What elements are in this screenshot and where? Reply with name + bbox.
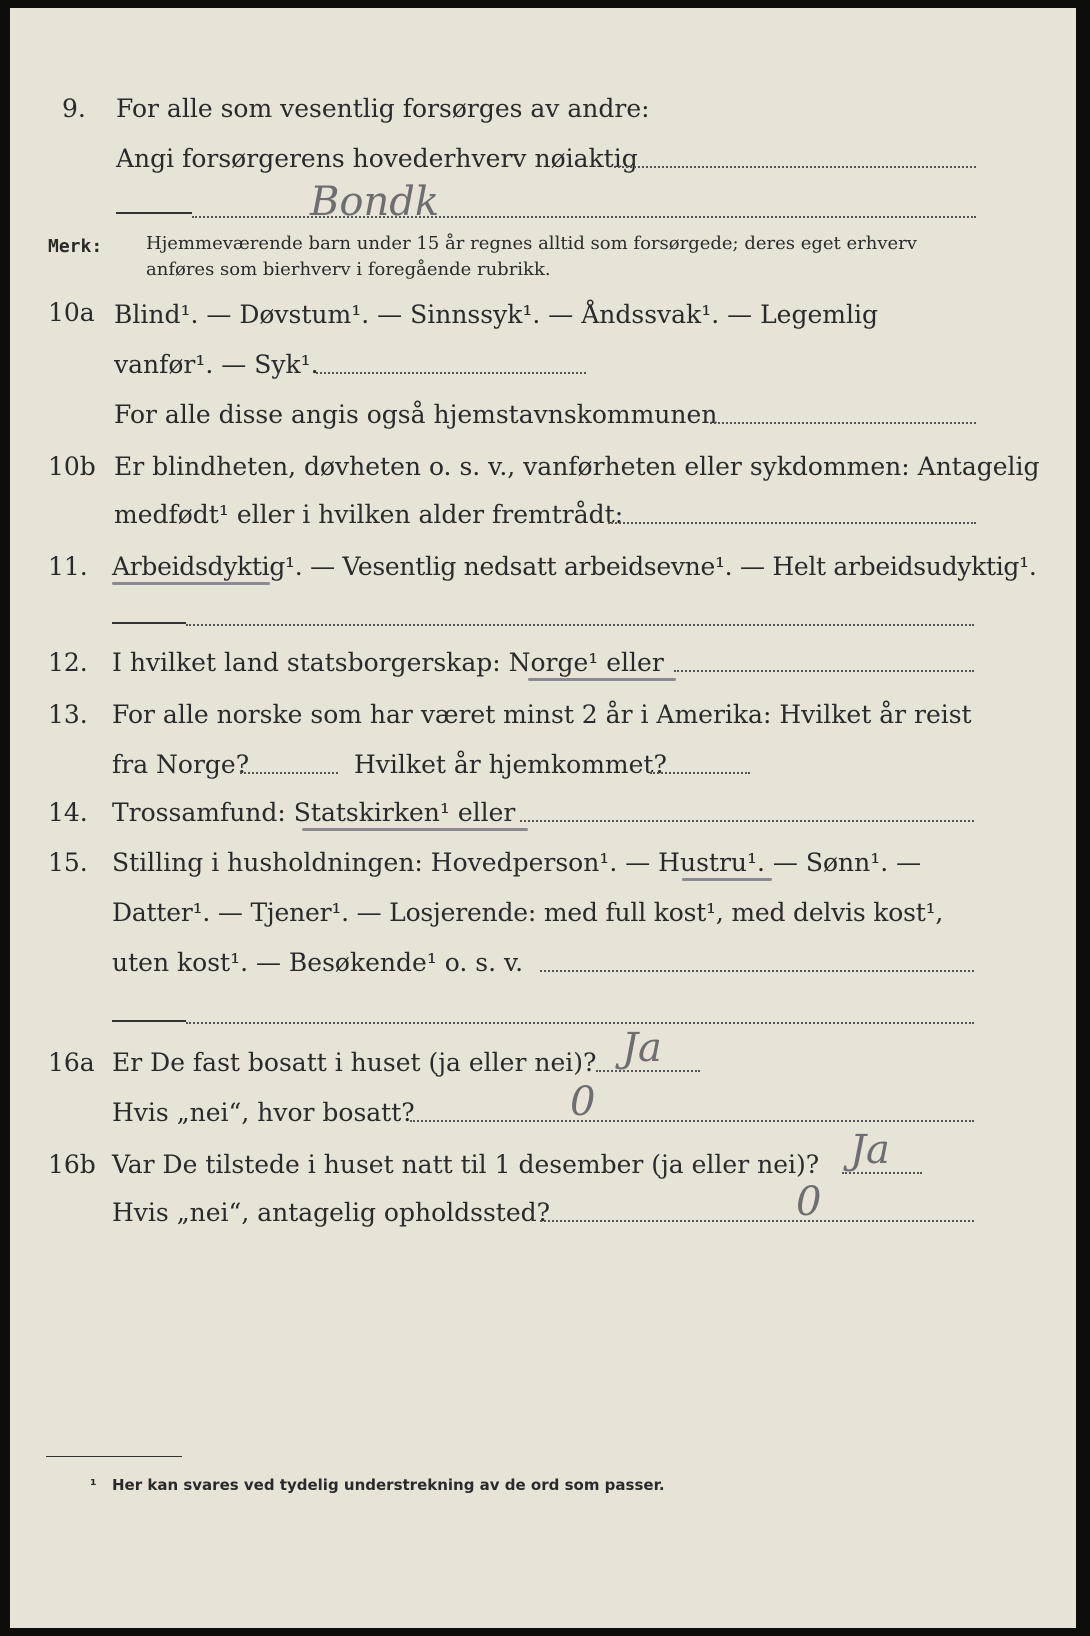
q12-fill-line [674, 670, 974, 672]
footnote-mark: ¹ [90, 1476, 97, 1494]
q9-line1: For alle som vesentlig forsørges av andre: [116, 94, 650, 123]
item-number-10a: 10a [48, 298, 95, 327]
q16a-handwritten-answer: Ja [622, 1025, 662, 1071]
q16a-line2: Hvis „nei“, hvor bosatt? [112, 1098, 415, 1127]
item-number-14: 14. [48, 798, 88, 827]
q9-answer-line [192, 216, 976, 218]
q10b-line1: Er blindheten, døvheten o. s. v., vanførheten eller sykdommen: Antagelig [114, 452, 1040, 481]
q16b-handwritten-zero: 0 [796, 1179, 822, 1225]
item-number-16b: 16b [48, 1150, 96, 1179]
q9-handwritten-answer: Bondk [310, 179, 440, 225]
q9-line2: Angi forsørgerens hovederhverv nøiaktig [116, 144, 638, 173]
q10b-fill-line [608, 522, 976, 524]
q10a-line1: Blind¹. — Døvstum¹. — Sinnssyk¹. — Åndssvak¹. — Legemlig [114, 300, 878, 329]
q10a-fill-line [316, 372, 586, 374]
item-number-12: 12. [48, 648, 88, 677]
q14-pen-underline [302, 828, 528, 831]
q15-answer-rule-start [112, 1020, 186, 1022]
q11-line1: Arbeidsdyktig¹. — Vesentlig nedsatt arbeidsevne¹. — Helt arbeidsudyktig¹. [112, 552, 1037, 581]
q16b-line2: Hvis „nei“, antagelig opholdssted? [112, 1198, 551, 1227]
q15-line3: uten kost¹. — Besøkende¹ o. s. v. [112, 948, 524, 977]
q15-pen-underline [682, 878, 772, 881]
item-number-10b: 10b [48, 452, 96, 481]
q12-pen-underline [528, 678, 676, 681]
q11-answer-line [186, 624, 974, 626]
q15-line1: Stilling i husholdningen: Hovedperson¹. — Hustru¹. — Sønn¹. — [112, 848, 922, 877]
q10a-line2: vanfør¹. — Syk¹. [114, 350, 319, 379]
item-number-16a: 16a [48, 1048, 95, 1077]
q15-answer-line [186, 1022, 974, 1024]
q11-pen-underline [112, 582, 270, 585]
q13-departure-year-line [240, 772, 338, 774]
q13-line2-right: Hvilket år hjemkommet? [354, 750, 667, 779]
q9-fill-line [614, 166, 976, 168]
census-form-page [10, 8, 1076, 1628]
q15-line2: Datter¹. — Tjener¹. — Losjerende: med full kost¹, med delvis kost¹, [112, 898, 944, 927]
item-number-9: 9. [62, 94, 86, 123]
q9-answer-rule-start [116, 212, 192, 214]
q10b-line2: medfødt¹ eller i hvilken alder fremtrådt: [114, 500, 624, 529]
q10a-home-municipality-line [710, 422, 976, 424]
merk-line2: anføres som bierhverv i foregående rubrikk. [146, 259, 551, 280]
q16b-whereabouts-line [540, 1220, 974, 1222]
item-number-11: 11. [48, 552, 88, 581]
item-number-13: 13. [48, 700, 88, 729]
q14-fill-line [520, 820, 974, 822]
footnote-text: Her kan svares ved tydelig understrekning av de ord som passer. [112, 1476, 665, 1494]
q10a-line3: For alle disse angis også hjemstavnskommunen [114, 400, 718, 429]
q16a-residence-line [410, 1120, 974, 1122]
q15-fill-line [540, 970, 974, 972]
q16a-line1: Er De fast bosatt i huset (ja eller nei)? [112, 1048, 597, 1077]
q12-line1: I hvilket land statsborgerskap: Norge¹ eller [112, 648, 664, 677]
q16b-handwritten-answer: Ja [850, 1127, 890, 1173]
footnote-separator [46, 1456, 182, 1457]
q13-return-year-line [650, 772, 750, 774]
q11-answer-rule-start [112, 622, 186, 624]
merk-label: Merk: [48, 236, 103, 257]
q16a-handwritten-zero: 0 [570, 1079, 596, 1125]
merk-line1: Hjemmeværende barn under 15 år regnes alltid som forsørgede; deres eget erhverv [146, 233, 917, 254]
q13-line1: For alle norske som har været minst 2 år i Amerika: Hvilket år reist [112, 700, 972, 729]
item-number-15: 15. [48, 848, 88, 877]
q14-line1: Trossamfund: Statskirken¹ eller [112, 798, 516, 827]
q13-line2-left: fra Norge? [112, 750, 250, 779]
q16b-line1: Var De tilstede i huset natt til 1 desember (ja eller nei)? [112, 1150, 820, 1179]
